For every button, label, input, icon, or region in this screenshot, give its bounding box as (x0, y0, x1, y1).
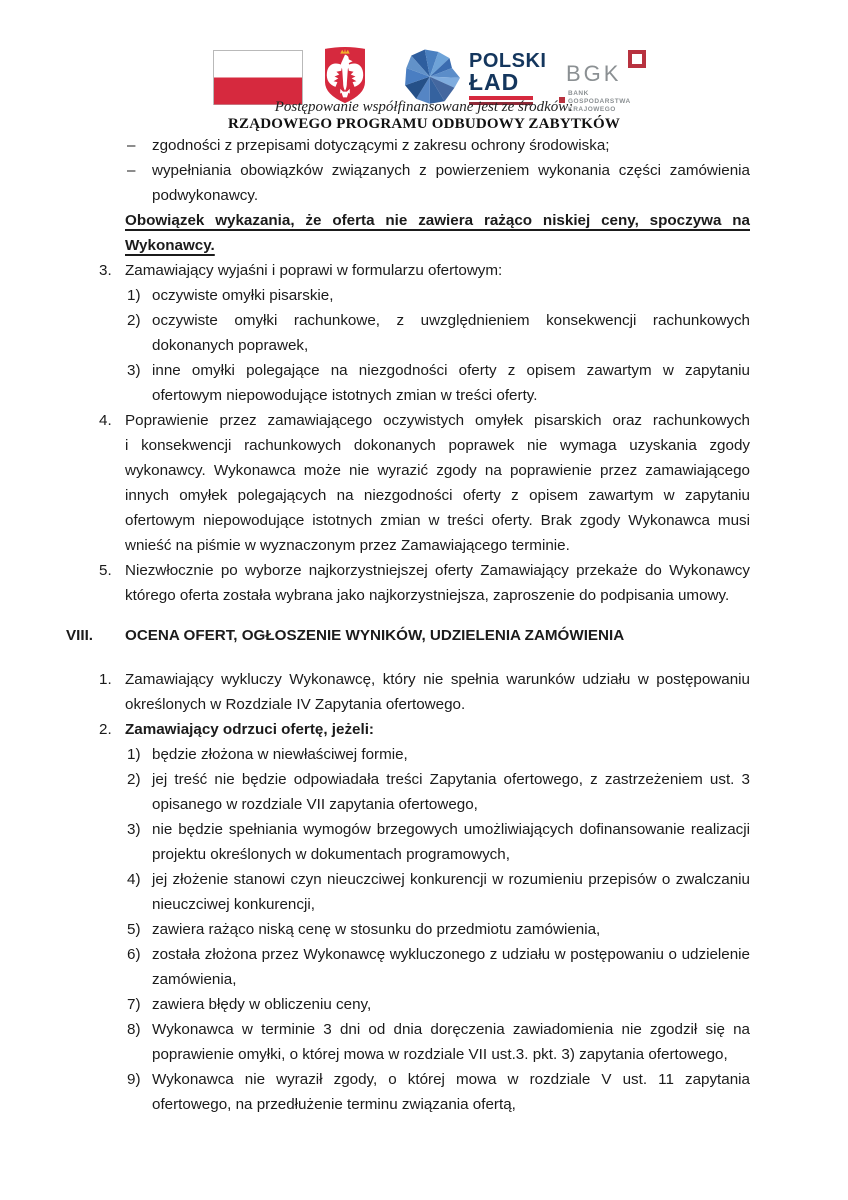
dash-item-text: wypełniania obowiązków związanych z powierzeniem wykonania części zamówienia podwykonawcy. (152, 162, 750, 204)
poland-flag-icon (213, 50, 303, 105)
subitem-text: jej treść nie będzie odpowiadała treści Zapytania ofertowego, z zastrzeżeniem ust. 3 opisanego w rozdziale VII zapytania ofertowego, (152, 771, 750, 813)
subitem-text: nie będzie spełniania wymogów brzegowych umożliwiających dofinansowanie realizacji projektu określonych w dokumentach programowych, (152, 821, 750, 863)
numbered-subitem (127, 742, 848, 767)
dash-list-item (127, 133, 848, 158)
dash-marker: – (127, 137, 136, 154)
numbered-subitem (127, 942, 848, 992)
numbered-subitem (127, 917, 848, 942)
bgk-acronym: BGK (566, 61, 622, 86)
subitem-number: 4) (127, 871, 141, 888)
section-heading (66, 623, 848, 648)
bgk-caption-line2: KRAJOWEGO (568, 106, 616, 113)
poland-map-icon (400, 47, 462, 105)
bgk-caption-line1: BANK GOSPODARSTWA (568, 90, 631, 105)
subitem-number: 7) (127, 996, 141, 1013)
document-body (0, 133, 848, 1117)
bgk-square-icon (628, 50, 646, 68)
numbered-item (99, 717, 848, 742)
item-number: 5. (99, 562, 112, 579)
item-text: Zamawiający odrzuci ofertę, jeżeli: (125, 721, 374, 738)
subitem-text: Wykonawca w terminie 3 dni od dnia doręczenia zawiadomienia nie zgodził się na poprawienie omyłki, o której mowa w rozdziale VII ust.3. pkt. 3) zapytania ofertowego, (152, 1021, 750, 1063)
numbered-subitem (127, 867, 848, 917)
numbered-subitem (127, 767, 848, 817)
polski-lad-word1: POLSKI (469, 50, 547, 72)
subitem-number: 2) (127, 312, 141, 329)
subitem-number: 9) (127, 1071, 141, 1088)
item-number: 3. (99, 262, 112, 279)
item-text: Zamawiający wykluczy Wykonawcę, który nie spełnia warunków udziału w postępowaniu określonych w Rozdziale IV Zapytania ofertowego. (125, 671, 750, 713)
subitem-number: 5) (127, 921, 141, 938)
dash-item-text: zgodności z przepisami dotyczącymi z zakresu ochrony środowiska; (152, 137, 610, 154)
subitem-text: oczywiste omyłki pisarskie, (152, 287, 334, 304)
subitem-number: 2) (127, 771, 141, 788)
funding-note-bold: RZĄDOWEGO PROGRAMU ODBUDOWY ZABYTKÓW (227, 116, 621, 132)
numbered-subitem (127, 358, 848, 408)
dash-marker: – (127, 162, 136, 179)
item-number: 2. (99, 721, 112, 738)
subitem-number: 3) (127, 362, 141, 379)
dash-list-item (127, 158, 848, 208)
polski-lad-word2: ŁAD (469, 69, 520, 95)
subitem-number: 1) (127, 746, 141, 763)
item-text: Zamawiający wyjaśni i poprawi w formularzu ofertowym: (125, 262, 503, 279)
item-number: 4. (99, 412, 112, 429)
item-text: Niezwłocznie po wyborze najkorzystniejszej oferty Zamawiający przekaże do Wykonawcy którego oferta została wybrana jako najkorzystniejsza, zaproszenie do podpisania umowy. (125, 562, 750, 604)
item-text: Poprawienie przez zamawiającego oczywistych omyłek pisarskich oraz rachunkowych i konsekwencji rachunkowych dokonanych poprawek nie wymaga uzyskania zgody wykonawcy. Wykonawca może nie wyrazić zgody na poprawienie przez zamawiającego innych omyłek polegających na niezgodności oferty z opisem zawartym w zapytaniu ofertowym niepowodujące istotnych zmian w treści oferty. Brak zgody Wykonawca musi wnieść na piśmie w wyznaczonym przez Zamawiającego terminie. (125, 412, 750, 554)
subitem-text: Wykonawca nie wyraził zgody, o której mowa w rozdziale V ust. 11 zapytania ofertowego, na przedłużenie terminu związania ofertą, (152, 1071, 750, 1113)
numbered-item (99, 558, 848, 608)
subitem-text: inne omyłki polegające na niezgodności oferty z opisem zawartym w zapytaniu ofertowym niepowodujące istotnych zmian w treści oferty. (152, 362, 750, 404)
subitem-number: 3) (127, 821, 141, 838)
bold-underlined-note: Obowiązek wykazania, że oferta nie zawiera rażąco niskiej ceny, spoczywa na Wykonawcy. (125, 212, 750, 254)
subitem-text: będzie złożona w niewłaściwej formie, (152, 746, 408, 763)
subitem-number: 1) (127, 287, 141, 304)
numbered-subitem (127, 1067, 848, 1117)
subitem-text: zawiera błędy w obliczeniu ceny, (152, 996, 372, 1013)
numbered-subitem (127, 992, 848, 1017)
subitem-text: jej złożenie stanowi czyn nieuczciwej konkurencji w rozumieniu przepisów o zwalczaniu nieuczciwej konkurencji, (152, 871, 750, 913)
numbered-subitem (127, 283, 848, 308)
numbered-subitem (127, 308, 848, 358)
subitem-text: została złożona przez Wykonawcę wykluczonego z udziału w postępowaniu o udzielenie zamówienia, (152, 946, 750, 988)
subitem-text: zawiera rażąco niską cenę w stosunku do przedmiotu zamówienia, (152, 921, 601, 938)
numbered-subitem (127, 1017, 848, 1067)
numbered-subitem (127, 817, 848, 867)
numbered-item (99, 667, 848, 717)
polski-lad-logo (400, 47, 546, 105)
section-number: VIII. (66, 627, 94, 644)
funding-note-italic: Postępowanie współfinansowane jest ze środków: (274, 99, 574, 115)
numbered-item (99, 408, 848, 558)
subitem-number: 8) (127, 1021, 141, 1038)
section-title: OCENA OFERT, OGŁOSZENIE WYNIKÓW, UDZIELENIA ZAMÓWIENIA (125, 627, 625, 644)
poland-coat-of-arms-icon (322, 46, 368, 105)
item-number: 1. (99, 671, 112, 688)
subitem-number: 6) (127, 946, 141, 963)
numbered-item (99, 258, 848, 283)
subitem-text: oczywiste omyłki rachunkowe, z uwzględnieniem konsekwencji rachunkowych dokonanych poprawek, (152, 312, 750, 354)
polski-lad-wordmark (469, 47, 546, 105)
